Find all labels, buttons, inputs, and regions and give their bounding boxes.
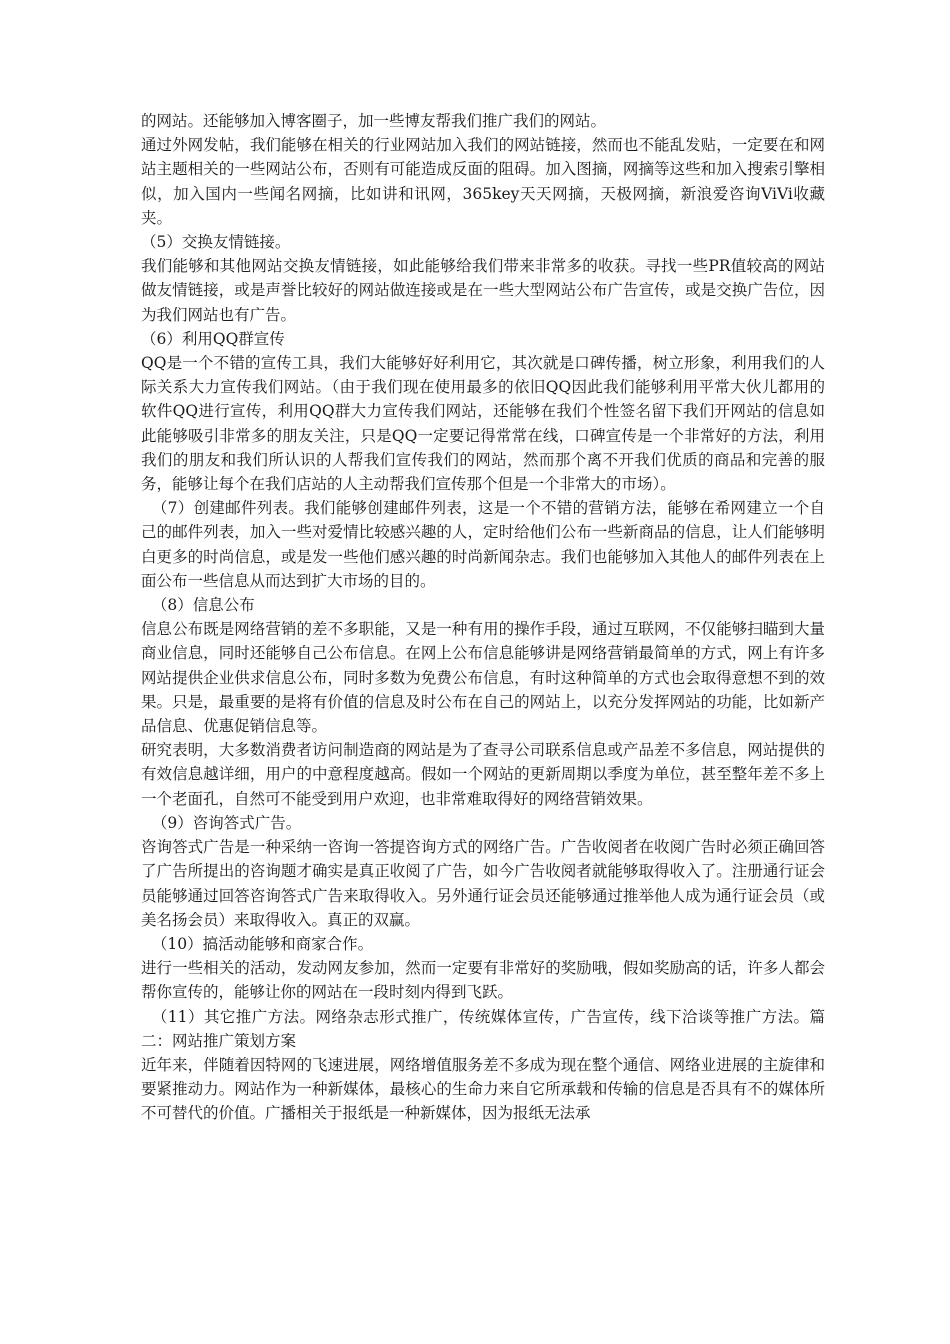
paragraph-11: 近年来，伴随着因特网的飞速进展，网络增值服务差不多成为现在整个通信、网络业进展的主旋律和要紧推动力。网站作为一种新媒体，最核心的生命力来自它所承载和传输的信息是否具有不的媒体所不可替代的价值。广播相关于报纸是一种新媒体，因为报纸无法承 bbox=[141, 1055, 825, 1123]
paragraph-3: 我们能够和其他网站交换友情链接，如此能够给我们带来非常多的收获。寻找一些PR值较高的网站做友情链接，或是声誉比较好的网站做连接或是在一些大型网站公布广告宣传，或是交换广告位，因为我们网站也有广告。 bbox=[141, 257, 825, 324]
paragraph-5: （7）创建邮件列表。我们能够创建邮件列表，这是一个不错的营销方法，能够在希网建立一个自己的邮件列表，加入一些对爱情比较感兴趣的人，定时给他们公布一些新商品的信息，让人们能够明白更多的时尚信息，或是发一些他们感兴趣的时尚新闻杂志。我们也能够加入其他人的邮件列表在上面公布一些信息从而达到扩大市场的目的。 bbox=[141, 499, 825, 590]
paragraph-7: 研究表明，大多数消费者访问制造商的网站是为了查寻公司联系信息或产品差不多信息，网站提供的有效信息越详细，用户的中意程度越高。假如一个网站的更新周期以季度为单位，甚至整年差不多上一个老面孔，自然可不能受到用户欢迎，也非常难取得好的网络营销效果。 bbox=[141, 741, 825, 808]
section-heading-9: （9）咨询答式广告。 bbox=[151, 813, 302, 832]
paragraph-9: 进行一些相关的活动，发动网友参加，然而一定要有非常好的奖励哦，假如奖励高的话，许多人都会帮你宣传的，能够让你的网站在一段时刻内得到飞跃。 bbox=[141, 959, 825, 1002]
paragraph-8: 咨询答式广告是一种采纳一咨询一答提咨询方式的网络广告。广告收阅者在收阅广告时必须正确回答了广告所提出的咨询题才确实是真正收阅了广告，如今广告收阅者就能够取得收入了。注册通行证会员能够通过回答咨询答式广告来取得收入。另外通行证会员还能够通过推举他人成为通行证会员（或美名扬会员）来取得收入。真正的双赢。 bbox=[141, 838, 825, 929]
paragraph-1: 的网站。还能够加入博客圈子，加一些博友帮我们推广我们的网站。 bbox=[141, 112, 607, 130]
document-body bbox=[141, 109, 825, 1126]
section-heading-8: （8）信息公布 bbox=[151, 596, 255, 615]
section-heading-10: （10）搞活动能够和商家合作。 bbox=[151, 934, 374, 953]
paragraph-10: （11）其它推广方法。网络杂志形式推广，传统媒体宣传，广告宣传，线下洽谈等推广方法。篇二：网站推广策划方案 bbox=[141, 1007, 825, 1050]
paragraph-6: 信息公布既是网络营销的差不多职能，又是一种有用的操作手段，通过互联网，不仅能够扫瞄到大量商业信息，同时还能够自己公布信息。在网上公布信息能够讲是网络营销最简单的方式，网上有许多网站提供企业供求信息公布，同时多数为免费公布信息，有时这种简单的方式也会取得意想不到的效果。只是，最重要的是将有价值的信息及时公布在自己的网站上，以充分发挥网站的功能，比如新产品信息、优惠促销信息等。 bbox=[141, 620, 825, 736]
section-heading-5: （5）交换友情链接。 bbox=[141, 233, 291, 252]
paragraph-4: QQ是一个不错的宣传工具，我们大能够好好利用它，其次就是口碑传播，树立形象，利用我们的人际关系大力宣传我们网站。（由于我们现在使用最多的依旧QQ因此我们能够利用平常大伙儿都用的软件QQ进行宣传，利用QQ群大力宣传我们网站，还能够在我们个性签名留下我们开网站的信息如此能够吸引非常多的朋友关注，只是QQ一定要记得常常在线，口碑宣传是一个非常好的方法，利用我们的朋友和我们所认识的人帮我们宣传我们的网站，然而那个离不开我们优质的商品和完善的服务，能够让每个在我们店站的人主动帮我们宣传那个但是一个非常大的市场）。 bbox=[141, 354, 825, 494]
paragraph-2: 通过外网发帖，我们能够在相关的行业网站加入我们的网站链接，然而也不能乱发贴，一定要在和网站主题相关的一些网站公布，否则有可能造成反面的阻碍。加入图摘，网摘等这些和加入搜索引擎相似，加入国内一些闻名网摘，比如讲和讯网，365key天天网摘，天极网摘，新浪爱咨询ViVi收藏夹。 bbox=[141, 136, 825, 227]
section-heading-6: （6）利用QQ群宣传 bbox=[141, 329, 285, 348]
